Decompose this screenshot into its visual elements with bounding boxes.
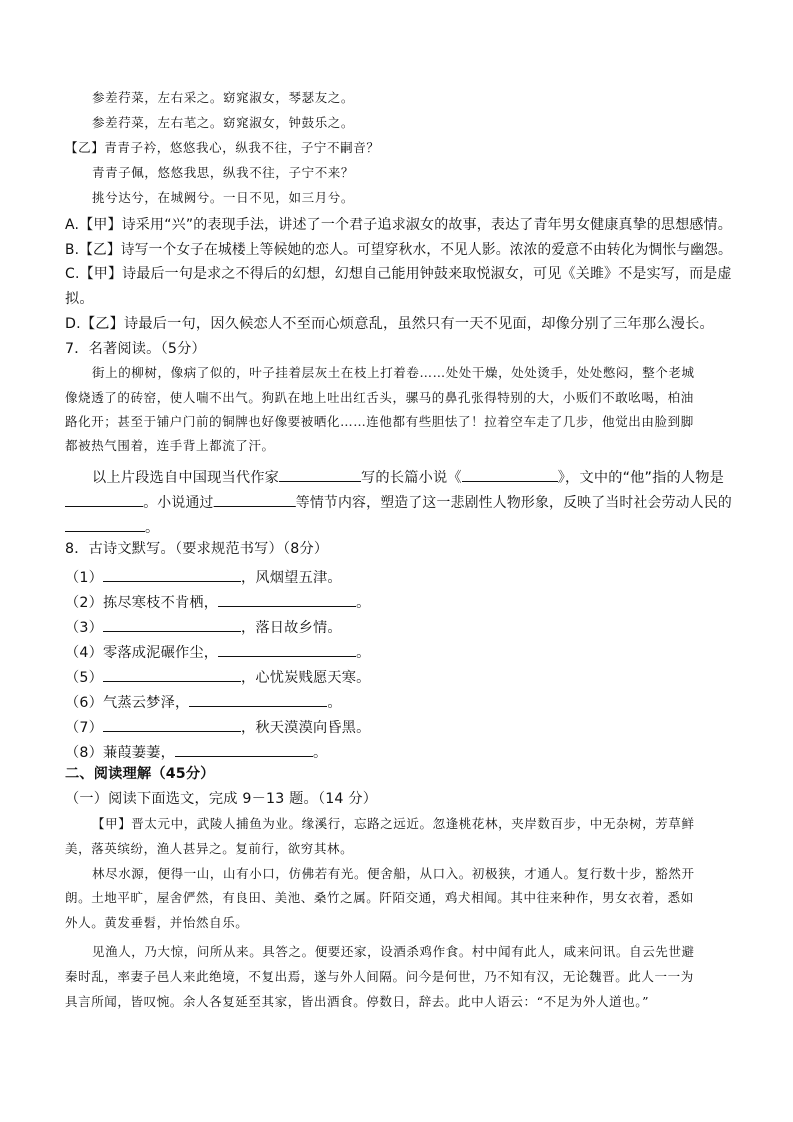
question-7-prompt-line1 (92, 467, 724, 485)
item-text: 。 (356, 645, 371, 661)
item-number: （4） (65, 645, 104, 661)
answer-blank[interactable] (103, 617, 241, 632)
passage-line: 美，落英缤纷，渔人甚异之。复前行，欲穷其林。 (65, 841, 354, 856)
question-7-prompt-line2 (65, 492, 732, 510)
option-b: B.【乙】诗写一个女子在城楼上等候她的恋人。可望穿秋水，不见人影。浓浓的爱意不由转化为惆怅与幽怨。 (65, 242, 732, 258)
item-text: ，心忧炭贱愿天寒。 (241, 670, 371, 686)
novel-title-blank[interactable] (462, 467, 558, 482)
item-number: （5） (65, 670, 104, 686)
excerpt-line: 像烧透了的砖窑，使人喘不出气。狗趴在地上吐出红舌头，骡马的鼻孔张得特别的大，小贩们不敢吆喝，柏油 (65, 390, 694, 405)
item-text: 气蒸云梦泽， (103, 695, 190, 711)
fill-item (65, 592, 371, 610)
section-title: 二、阅读理解（45分） (65, 766, 215, 782)
option-d: D.【乙】诗最后一句，因久候恋人不至而心烦意乱，虽然只有一天不见面，却像分别了三年那么漫长。 (65, 316, 714, 332)
answer-blank[interactable] (175, 742, 313, 757)
prompt-text: 。 (145, 520, 160, 536)
poem-yi-label: 【乙】 (65, 140, 105, 155)
poem-yi-line: 青青子衿，悠悠我心，纵我不往，子宁不嗣音？ (104, 140, 380, 155)
section-subtitle: （一）阅读下面选文，完成 9－13 题。（14 分） (65, 791, 378, 807)
poem-yi-first-line (65, 142, 379, 155)
passage-line: 具言所闻，皆叹惋。余人各复延至其家，皆出酒食。停数日，辞去。此中人语云：“不足为外人道也。” (65, 994, 650, 1009)
item-number: （2） (65, 595, 104, 611)
answer-blank[interactable] (103, 717, 241, 732)
answer-blank[interactable] (218, 642, 356, 657)
item-text: ，落日故乡情。 (241, 620, 342, 636)
item-text: 拣尽寒枝不肯栖， (103, 595, 219, 611)
item-text: 。 (356, 595, 371, 611)
fill-item (65, 667, 371, 685)
item-text: 。 (312, 745, 328, 761)
passage-line: 外人。黄发垂髫，并怡然自乐。 (65, 915, 249, 930)
question-7-title: 7．名著阅读。（5分） (65, 341, 206, 357)
item-text: 。 (327, 695, 342, 711)
fill-item (65, 617, 342, 635)
excerpt-line: 路化开；甚至于铺户门前的铜牌也好像要被晒化……连他都有些胆怯了！拉着空车走了几步，他觉出由脸到脚 (65, 414, 694, 429)
question-7-prompt-line3 (65, 517, 159, 535)
option-c-cont: 拟。 (65, 291, 94, 307)
passage-line: 朗。土地平旷，屋舍俨然，有良田、美池、桑竹之属。阡陌交通，鸡犬相闻。其中往来种作，男女衣着，悉如 (65, 890, 694, 905)
theme-blank[interactable] (65, 517, 145, 532)
item-text: ，秋天漠漠向昏黑。 (241, 720, 371, 736)
answer-blank[interactable] (103, 567, 241, 582)
poem-jia-line: 参差荇菜，左右采之。窈窕淑女，琴瑟友之。 (92, 90, 355, 105)
excerpt-line: 街上的柳树，像病了似的，叶子挂着层灰土在枝上打着卷……处处干燥，处处烫手，处处憋闷，整个老城 (92, 365, 695, 380)
fill-item (65, 692, 342, 710)
answer-blank[interactable] (218, 592, 356, 607)
answer-blank[interactable] (189, 692, 327, 707)
fill-item (65, 742, 327, 760)
answer-blank[interactable] (103, 667, 241, 682)
prompt-text: 以上片段选自中国现当代作家 (92, 470, 280, 486)
passage-line: 【甲】晋太元中，武陵人捕鱼为业。缘溪行，忘路之远近。忽逢桃花林，夹岸数百步，中无杂树，芳草鲜 (92, 816, 695, 831)
fill-item (65, 567, 342, 585)
option-c: C.【甲】诗最后一句是求之不得后的幻想，幻想自己能用钟鼓来取悦淑女，可见《关雎》不是实写，而是虚 (65, 266, 732, 282)
author-blank[interactable] (279, 467, 361, 482)
excerpt-line: 都被热气围着，连手背上都流了汗。 (65, 438, 275, 453)
fill-item (65, 642, 371, 660)
item-number: （6） (65, 695, 104, 711)
poem-yi-line: 挑兮达兮，在城阙兮。一日不见，如三月兮。 (92, 190, 355, 205)
item-text: 蒹葭萋萋， (103, 745, 175, 761)
poem-yi-line: 青青子佩，悠悠我思，纵我不往，子宁不来？ (92, 165, 355, 180)
fill-item (65, 717, 371, 735)
character-blank[interactable] (65, 492, 143, 507)
passage-line: 林尽水源，便得一山，山有小口，仿佛若有光。便舍船，从口入。初极狭，才通人。复行数十步，豁然开 (92, 866, 695, 881)
item-number: （8） (65, 745, 104, 761)
item-text: 零落成泥碾作尘， (103, 645, 219, 661)
question-8-title: 8．古诗文默写。（要求规范书写）（8分） (65, 541, 329, 557)
item-number: （3） (65, 620, 104, 636)
prompt-text: 写的长篇小说《 (361, 470, 462, 486)
option-a: A.【甲】诗采用“兴”的表现手法，讲述了一个君子追求淑女的故事，表达了青年男女健康真挚的思想感情。 (65, 217, 732, 233)
item-number: （1） (65, 570, 104, 586)
plot-blank[interactable] (214, 492, 296, 507)
passage-line: 秦时乱，率妻子邑人来此绝境，不复出焉，遂与外人间隔。问今是何世，乃不知有汉，无论魏晋。此人一一为 (65, 969, 694, 984)
item-number: （7） (65, 720, 104, 736)
prompt-text: 》，文中的“他”指的人物是 (557, 470, 725, 486)
prompt-text: 。小说通过 (143, 495, 214, 511)
prompt-text: 等情节内容，塑造了这一悲剧性人物形象，反映了当时社会劳动人民的 (295, 495, 732, 511)
passage-line: 见渔人，乃大惊，问所从来。具答之。便要还家，设酒杀鸡作食。村中闻有此人，咸来问讯。自云先世避 (92, 944, 695, 959)
poem-jia-line: 参差荇菜，左右芼之。窈窕淑女，钟鼓乐之。 (92, 115, 355, 130)
item-text: ，风烟望五津。 (241, 570, 342, 586)
